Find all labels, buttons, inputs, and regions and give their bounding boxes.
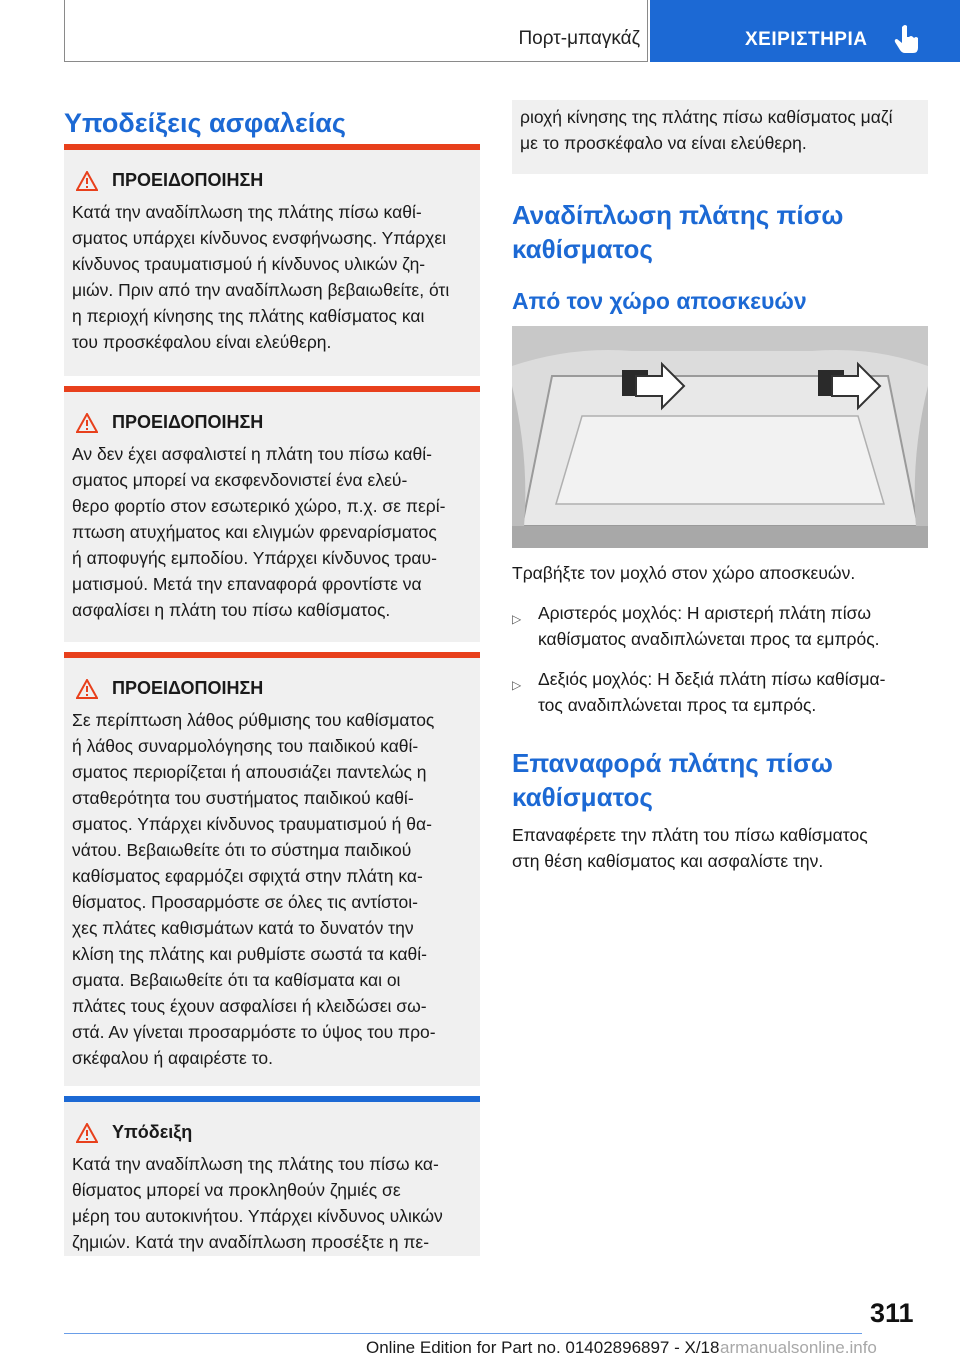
warning-line: πλάτες τους έχουν ασφαλίσει ή κλειδώσει σω- bbox=[72, 996, 427, 1016]
restore-line: Επαναφέρετε την πλάτη του πίσω καθίσματος bbox=[512, 825, 868, 845]
bullet-line: Αριστερός μοχλός: Η αριστερή πλάτη πίσω bbox=[538, 603, 872, 623]
restore-heading-line: καθίσματος bbox=[512, 782, 653, 812]
warning-line: μιών. Πριν από την αναδίπλωση βεβαιωθείτε, ότι bbox=[72, 280, 450, 300]
warning-line: χες πλάτες καθισμάτων κατά το δυνατόν την bbox=[72, 918, 414, 938]
warning-title: ΠΡΟΕΙΔΟΠΟΙΗΣΗ bbox=[112, 412, 264, 432]
fold-heading-line: καθίσματος bbox=[512, 234, 653, 264]
warning-line: ή αποφυγής εμποδίου. Υπάρχει κίνδυνος τραυ- bbox=[72, 548, 437, 568]
warning-line: σταθερότητα του συστήματος παιδικού καθί- bbox=[72, 788, 414, 808]
warning-line: Κατά την αναδίπλωση της πλάτης πίσω καθί- bbox=[72, 202, 422, 222]
warning-box-2 bbox=[64, 386, 480, 642]
warning-line: σματος. Υπάρχει κίνδυνος τραυματισμού ή θα- bbox=[72, 814, 432, 834]
warning-triangle-icon bbox=[76, 171, 98, 191]
bullet-triangle-icon: ▷ bbox=[512, 678, 522, 692]
notice-title: Υπόδειξη bbox=[112, 1122, 193, 1142]
notice-line: Κατά την αναδίπλωση της πλάτης του πίσω κα- bbox=[72, 1154, 439, 1174]
warning-line: πτωση ατυχήματος και ελιγμών φρεναρίσματος bbox=[72, 522, 437, 542]
notice-box bbox=[64, 1096, 480, 1256]
warning-line: ασφαλίσει η πλάτη του πίσω καθίσματος. bbox=[72, 600, 391, 620]
bullet-triangle-icon: ▷ bbox=[512, 612, 522, 626]
bullet-left-lever bbox=[512, 600, 928, 652]
warning-line: ή λάθος συναρμολόγησης του παιδικού καθί- bbox=[72, 736, 419, 756]
trunk-illustration bbox=[512, 326, 928, 548]
warning-line: κίνδυνος τραυματισμού ή κίνδυνος υλικών ζη- bbox=[72, 254, 426, 274]
warning-line: σματος υπάρχει κίνδυνος ενσφήνωσης. Υπάρχει bbox=[72, 228, 447, 248]
warning-line: του προσκέφαλου είναι ελεύθερη. bbox=[72, 332, 332, 352]
notice-line: θίσματος μπορεί να προκληθούν ζημιές σε bbox=[72, 1180, 401, 1200]
notice-triangle-icon bbox=[76, 1123, 98, 1143]
warning-line: καθίσματος εφαρμόζει σφιχτά στην πλάτη κα- bbox=[72, 866, 423, 886]
notice-continuation-box bbox=[512, 100, 928, 174]
notice-continuation-line: με το προσκέφαλο να είναι ελεύθερη. bbox=[520, 133, 807, 153]
bullet-right-lever bbox=[512, 666, 928, 718]
notice-line: ζημιών. Κατά την αναδίπλωση προσέξτε η πε- bbox=[72, 1232, 430, 1252]
warning-title: ΠΡΟΕΙΔΟΠΟΙΗΣΗ bbox=[112, 170, 264, 190]
bullet-line: τος αναδιπλώνεται προς τα εμπρός. bbox=[538, 695, 817, 715]
warning-line: θίσματος. Προσαρμόστε σε όλες τις αντίστοι- bbox=[72, 892, 418, 912]
fold-subheading: Από τον χώρο αποσκευών bbox=[512, 288, 807, 314]
warning-line: θερο φορτίο στον εσωτερικό χώρο, π.χ. σε περί- bbox=[72, 496, 446, 516]
pull-lever-text: Τραβήξτε τον μοχλό στον χώρο αποσκευών. bbox=[512, 563, 856, 583]
bullet-line: καθίσματος αναδιπλώνεται προς τα εμπρός. bbox=[538, 629, 880, 649]
warning-line: σκέφαλου ή αφαιρέστε το. bbox=[72, 1048, 273, 1068]
safety-heading: Υποδείξεις ασφαλείας bbox=[64, 108, 346, 138]
notice-line: μέρη του αυτοκινήτου. Υπάρχει κίνδυνος υλικών bbox=[72, 1206, 443, 1226]
warning-line: κλίση της πλάτης και ρυθμίστε σωστά τα καθί- bbox=[72, 944, 428, 964]
warning-line: Αν δεν έχει ασφαλιστεί η πλάτη του πίσω καθί- bbox=[72, 444, 432, 464]
notice-continuation-line: ριοχή κίνησης της πλάτης πίσω καθίσματος μαζί bbox=[520, 107, 893, 127]
footer-edition: Online Edition for Part no. 01402896897 - X/18 bbox=[366, 1338, 720, 1357]
footer-watermark: armanualsonline.info bbox=[720, 1338, 877, 1357]
warning-line: ματισμού. Μετά την επαναφορά φροντίστε να bbox=[72, 574, 422, 594]
warning-line: νάτου. Βεβαιωθείτε ότι το σύστημα παιδικού bbox=[72, 840, 412, 860]
warning-box-1 bbox=[64, 144, 480, 376]
warning-triangle-icon bbox=[76, 413, 98, 433]
fold-heading-line: Αναδίπλωση πλάτης πίσω bbox=[512, 200, 844, 230]
header-manual-label: ΧΕΙΡΙΣΤΗΡΙΑ bbox=[745, 29, 868, 50]
warning-line: στά. Αν γίνεται προσαρμόστε το ύψος του προ- bbox=[72, 1022, 436, 1042]
warning-box-3 bbox=[64, 652, 480, 1086]
warning-line: η περιοχή κίνησης της πλάτης καθίσματος και bbox=[72, 306, 425, 326]
warning-line: Σε περίπτωση λάθος ρύθμισης του καθίσματος bbox=[72, 710, 435, 730]
warning-line: σματα. Βεβαιωθείτε ότι τα καθίσματα και οι bbox=[72, 970, 401, 990]
footer-divider bbox=[64, 1333, 862, 1334]
warning-line: σματος μπορεί να εκσφενδονιστεί ένα ελεύ- bbox=[72, 470, 408, 490]
warning-triangle-icon bbox=[76, 679, 98, 699]
restore-heading-line: Επαναφορά πλάτης πίσω bbox=[512, 748, 833, 778]
restore-line: στη θέση καθίσματος και ασφαλίστε την. bbox=[512, 851, 824, 871]
hand-pointer-icon bbox=[894, 24, 920, 54]
bullet-line: Δεξιός μοχλός: Η δεξιά πλάτη πίσω καθίσμα- bbox=[538, 669, 886, 689]
header-section-title: Πορτ-μπαγκάζ bbox=[518, 28, 640, 49]
warning-title: ΠΡΟΕΙΔΟΠΟΙΗΣΗ bbox=[112, 678, 264, 698]
warning-line: σματος περιορίζεται ή απουσιάζει παντελώς η bbox=[72, 762, 427, 782]
page-number: 311 bbox=[870, 1298, 914, 1328]
